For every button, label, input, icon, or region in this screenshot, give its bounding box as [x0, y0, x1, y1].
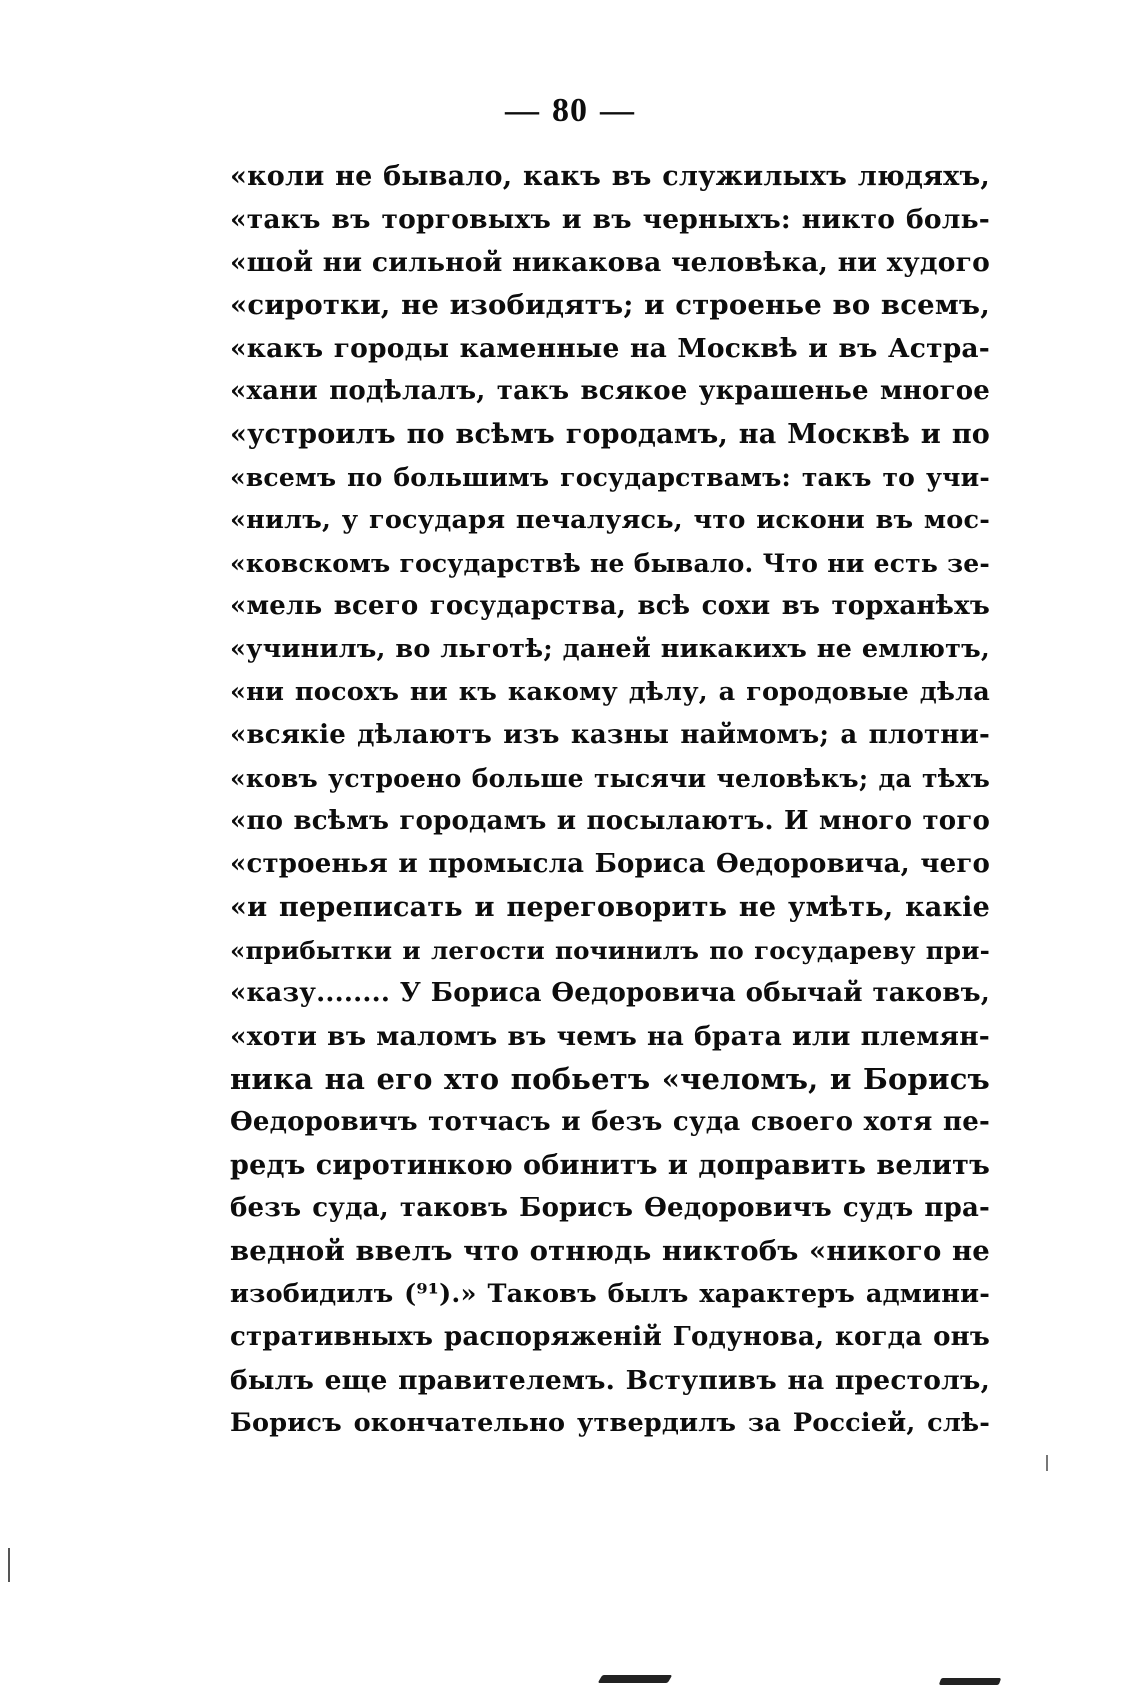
text-line: «прибытки и легости починилъ по государеву при-: [230, 936, 990, 965]
page-number: 80: [552, 92, 588, 129]
text-line: «хани подѣлалъ, такъ всякое украшенье многое: [230, 376, 990, 406]
text-line: безъ суда, таковъ Борисъ Өедоровичъ судъ пра-: [230, 1193, 990, 1223]
text-line: «всемъ по большимъ государствамъ: такъ то учи-: [230, 463, 990, 492]
text-line: редъ сиротинкою обинитъ и доправить велитъ: [230, 1150, 990, 1181]
text-line: «строенья и промысла Бориса Өедоровича, чего: [230, 849, 990, 879]
text-line: Өедоровичъ тотчасъ и безъ суда своего хотя пе-: [230, 1107, 990, 1137]
text-line: «и переписать и переговорить не умѣть, какіе: [230, 892, 990, 923]
body-text: [230, 155, 990, 1445]
text-line: «какъ городы каменные на Москвѣ и въ Астра-: [230, 333, 990, 364]
text-line: «по всѣмъ городамъ и посылаютъ. И много того: [230, 806, 990, 836]
text-line: «нилъ, у государя печалуясь, что искони въ мос-: [230, 505, 990, 535]
text-line: стративныхъ распоряженій Годунова, когда онъ: [230, 1322, 990, 1352]
text-line: Борисъ окончательно утвердилъ за Россіей, слѣ-: [230, 1408, 990, 1438]
text-line: «казу........ У Бориса Өедоровича обычай таковъ,: [230, 978, 990, 1008]
scan-smudge-right: [939, 1678, 1002, 1685]
scan-smudge-left: [598, 1675, 673, 1683]
page-number-header: [0, 92, 1140, 130]
text-line: изобидилъ (⁹¹).» Таковъ былъ характеръ админи-: [230, 1279, 990, 1309]
text-line: «учинилъ, во льготѣ; даней никакихъ не емлютъ,: [230, 634, 990, 664]
text-line: «шой ни сильной никакова человѣка, ни худого: [230, 247, 990, 278]
scan-edge-mark: [8, 1548, 10, 1582]
text-line: «хоти въ маломъ въ чемъ на брата или племян-: [230, 1021, 990, 1052]
text-line: «коли не бывало, какъ въ служилыхъ людяхъ,: [230, 161, 990, 192]
text-line: «сиротки, не изобидятъ; и строенье во всемъ,: [230, 289, 990, 321]
text-line: «всякіе дѣлаютъ изъ казны наймомъ; а плотни-: [230, 720, 990, 750]
scan-tick-mark: [1046, 1455, 1048, 1471]
text-line: «ковъ устроено больше тысячи человѣкъ; да тѣхъ: [230, 764, 990, 793]
text-line: ведной ввелъ что отнюдь никтобъ «никого не: [230, 1235, 990, 1267]
text-line: былъ еще правителемъ. Вступивъ на престолъ,: [230, 1365, 990, 1396]
header-dash-left: —: [505, 92, 540, 129]
header-dash-right: —: [600, 92, 635, 129]
text-line: «ни посохъ ни къ какому дѣлу, а городовые дѣла: [230, 677, 990, 707]
text-line: «ковскомъ государствѣ не бывало. Что ни есть зе-: [230, 549, 990, 578]
text-line: «мель всего государства, всѣ сохи въ торханѣхъ: [230, 591, 990, 621]
text-line: «такъ въ торговыхъ и въ черныхъ: никто боль-: [230, 204, 990, 235]
text-line: ника на его хто побьетъ «челомъ, и Борисъ: [230, 1062, 990, 1096]
text-line: «устроилъ по всѣмъ городамъ, на Москвѣ и по: [230, 419, 990, 450]
